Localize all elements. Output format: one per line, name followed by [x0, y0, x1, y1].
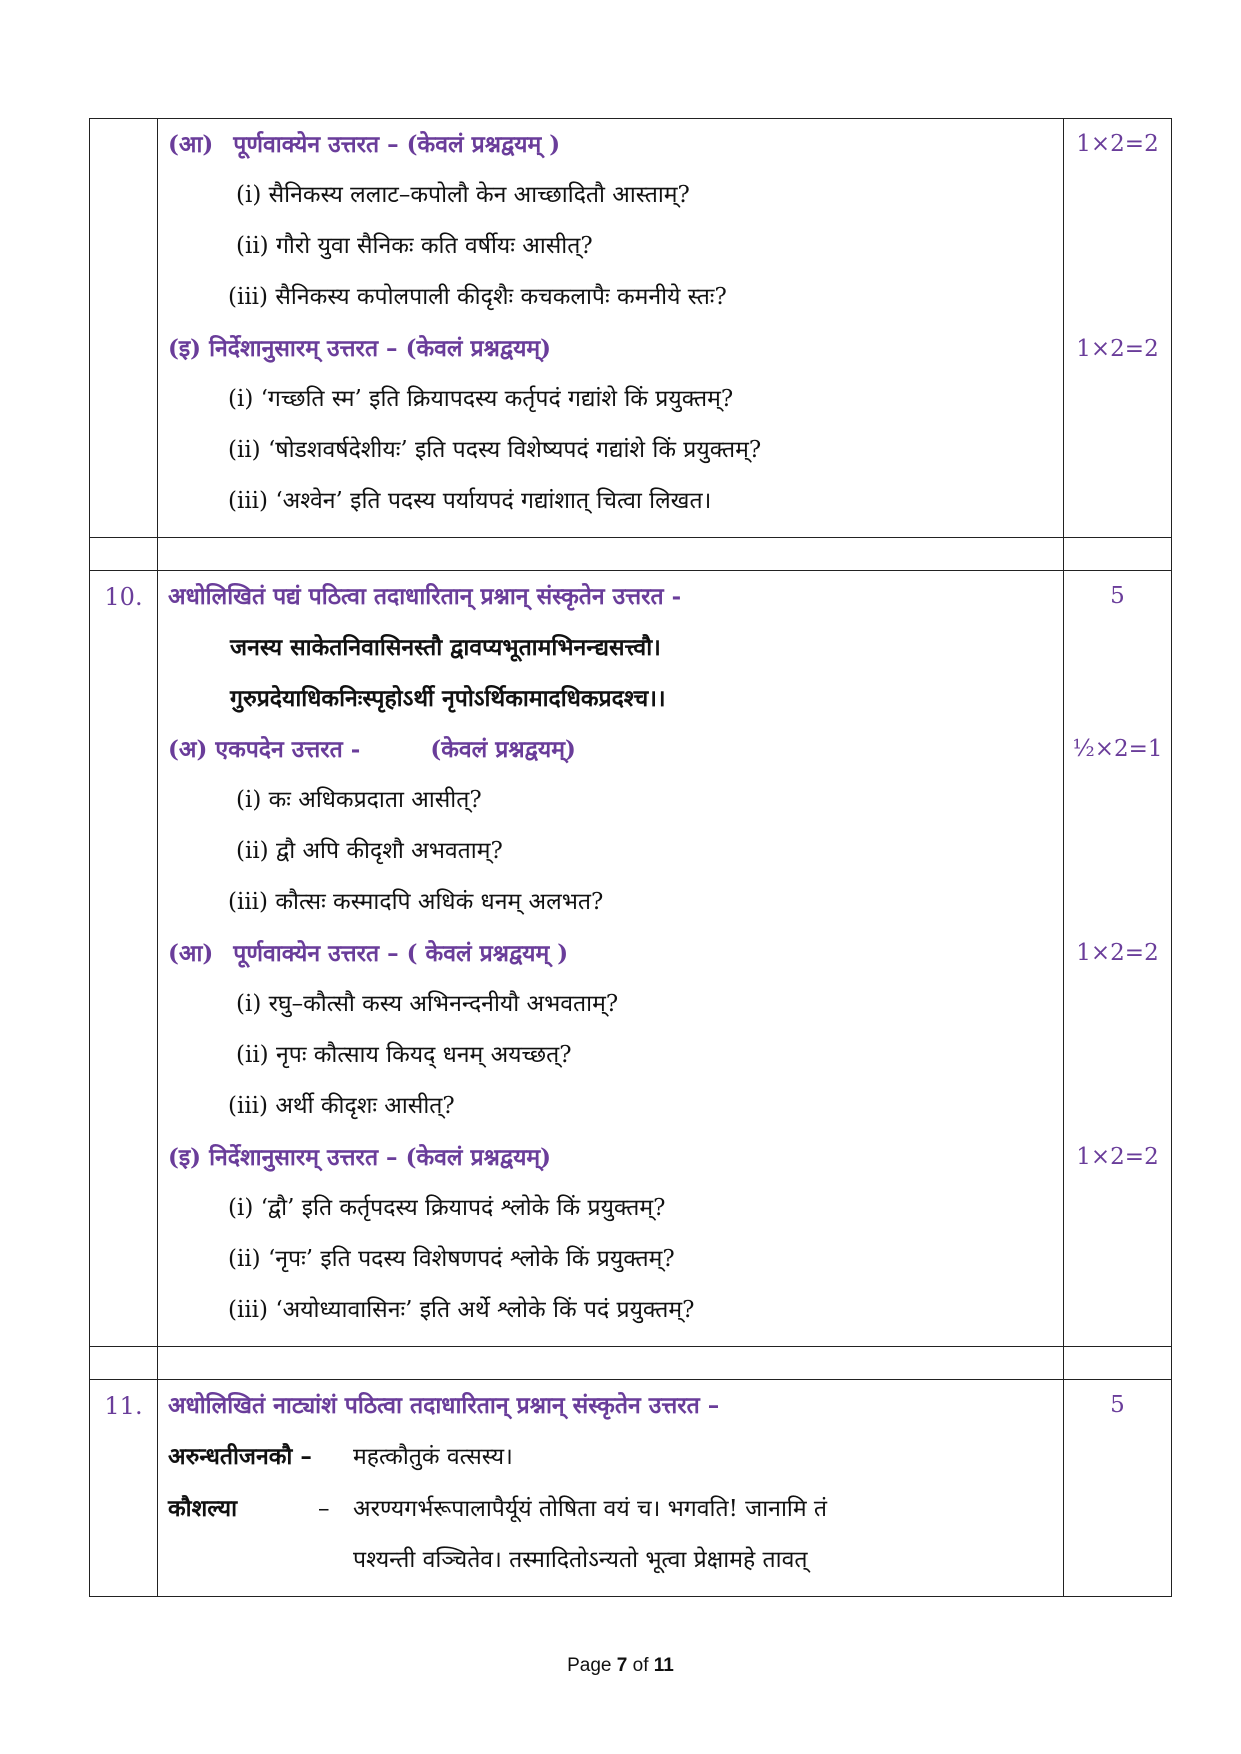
current-page: 7	[616, 1655, 628, 1676]
question-item: (iii) सैनिकस्य कपोलपाली कीदृशैः कचकलापैः कमनीये स्तः?	[228, 284, 727, 310]
question-item: (ii) गौरो युवा सैनिकः कति वर्षीयः आसीत्?	[236, 233, 593, 259]
question-content-9	[158, 119, 1064, 538]
marks-label: 5	[1110, 583, 1125, 609]
question-item: (ii) नृपः कौत्साय कियद् धनम् अयच्छत्?	[236, 1042, 572, 1068]
question-item: (iii) अर्थी कीदृशः आसीत्?	[228, 1093, 455, 1119]
section-header-a: (अ) एकपदेन उत्तरत - (केवलं प्रश्नद्वयम्)	[168, 736, 576, 763]
question-item: (i) सैनिकस्य ललाट–कपोलौ केन आच्छादितौ आस्ताम्?	[236, 182, 690, 208]
marks-label: 5	[1110, 1392, 1125, 1418]
verse-line: जनस्य साकेतनिवासिनस्तौ द्वावप्यभूतामभिनन्द्यसत्त्वौ।	[230, 634, 661, 661]
question-number-cell	[90, 119, 158, 538]
marks-label: ½×2=1	[1072, 736, 1163, 762]
spacer-row	[90, 1347, 1172, 1380]
section-header-i: (इ) निर्देशानुसारम् उत्तरत – (केवलं प्रश्नद्वयम्)	[168, 1144, 552, 1171]
total-pages: 11	[653, 1655, 674, 1676]
dialogue-continuation: पश्यन्ती वञ्चितेव। तस्मादितोऽन्यतो भूत्वा प्रेक्षामहे तावत्	[353, 1547, 808, 1573]
question-item: (ii) ‘षोडशवर्षदेशीयः’ इति पदस्य विशेष्यपदं गद्यांशे किं प्रयुक्तम्?	[228, 437, 762, 463]
section-header-aa: (आ) पूर्णवाक्येन उत्तरत – (केवलं प्रश्नद्वयम् )	[168, 131, 561, 158]
question-item: (i) ‘गच्छति स्म’ इति क्रियापदस्य कर्तृपदं गद्यांशे किं प्रयुक्तम्?	[228, 386, 734, 412]
question-table	[89, 118, 1172, 1597]
marks-cell	[1064, 571, 1172, 1347]
dialogue-line	[168, 1431, 1057, 1483]
verse-line: गुरुप्रदेयाधिकनिःस्पृहोऽर्थी नृपोऽर्थिकामादधिकप्रदश्च।।	[230, 685, 666, 712]
question-item: (i) कः अधिकप्रदाता आसीत्?	[236, 787, 482, 813]
marks-cell	[1064, 119, 1172, 538]
question-instruction: अधोलिखितं पद्यं पठित्वा तदाधारितान् प्रश्नान् संस्कृतेन उत्तरत -	[168, 583, 682, 610]
question-item: (iii) कौत्सः कस्मादपि अधिकं धनम् अलभत?	[228, 889, 604, 915]
section-header-i: (इ) निर्देशानुसारम् उत्तरत – (केवलं प्रश्नद्वयम्)	[168, 335, 552, 362]
marks-label: 1×2=2	[1076, 131, 1159, 157]
question-item: (iii) ‘अश्वेन’ इति पदस्य पर्यायपदं गद्यांशात् चित्वा लिखत।	[228, 488, 712, 514]
marks-cell	[1064, 1380, 1172, 1597]
question-content-11	[158, 1380, 1064, 1597]
marks-label: 1×2=2	[1076, 940, 1159, 966]
question-row-11	[90, 1380, 1172, 1597]
question-item: (iii) ‘अयोध्यावासिनः’ इति अर्थे श्लोके किं पदं प्रयुक्तम्?	[228, 1297, 695, 1323]
marks-label: 1×2=2	[1076, 1144, 1159, 1170]
spacer-row	[90, 538, 1172, 571]
question-number: 11.	[90, 1380, 158, 1597]
question-item: (ii) द्वौ अपि कीदृशौ अभवताम्?	[236, 838, 503, 864]
question-row-10	[90, 571, 1172, 1347]
section-header-aa: (आ) पूर्णवाक्येन उत्तरत – ( केवलं प्रश्नद्वयम् )	[168, 940, 569, 967]
dialogue-line: कौशल्या – अरण्यगर्भरूपालापैर्यूयं तोषिता वयं च। भगवति! जानामि तं	[168, 1483, 1057, 1535]
question-item: (i) ‘द्वौ’ इति कर्तृपदस्य क्रियापदं श्लोके किं प्रयुक्तम्?	[228, 1195, 666, 1221]
question-number: 10.	[90, 571, 158, 1347]
page-footer: Page 7 of 11	[567, 1655, 674, 1676]
question-row-9-cont	[90, 119, 1172, 538]
speaker-name: अरुन्धतीजनकौ –	[168, 1443, 312, 1470]
dialogue-text: महत्कौतुकं वत्सस्य।	[353, 1444, 513, 1470]
question-instruction: अधोलिखितं नाट्यांशं पठित्वा तदाधारितान् प्रश्नान् संस्कृतेन उत्तरत –	[168, 1392, 720, 1419]
speaker-name: कौशल्या	[168, 1495, 238, 1522]
question-item: (i) रघु–कौत्सौ कस्य अभिनन्दनीयौ अभवताम्?	[236, 991, 619, 1017]
question-item: (ii) ‘नृपः’ इति पदस्य विशेषणपदं श्लोके किं प्रयुक्तम्?	[228, 1246, 675, 1272]
question-content-10	[158, 571, 1064, 1347]
dialogue-text: अरण्यगर्भरूपालापैर्यूयं तोषिता वयं च। भगवति! जानामि तं	[353, 1496, 828, 1522]
marks-label: 1×2=2	[1076, 336, 1159, 362]
